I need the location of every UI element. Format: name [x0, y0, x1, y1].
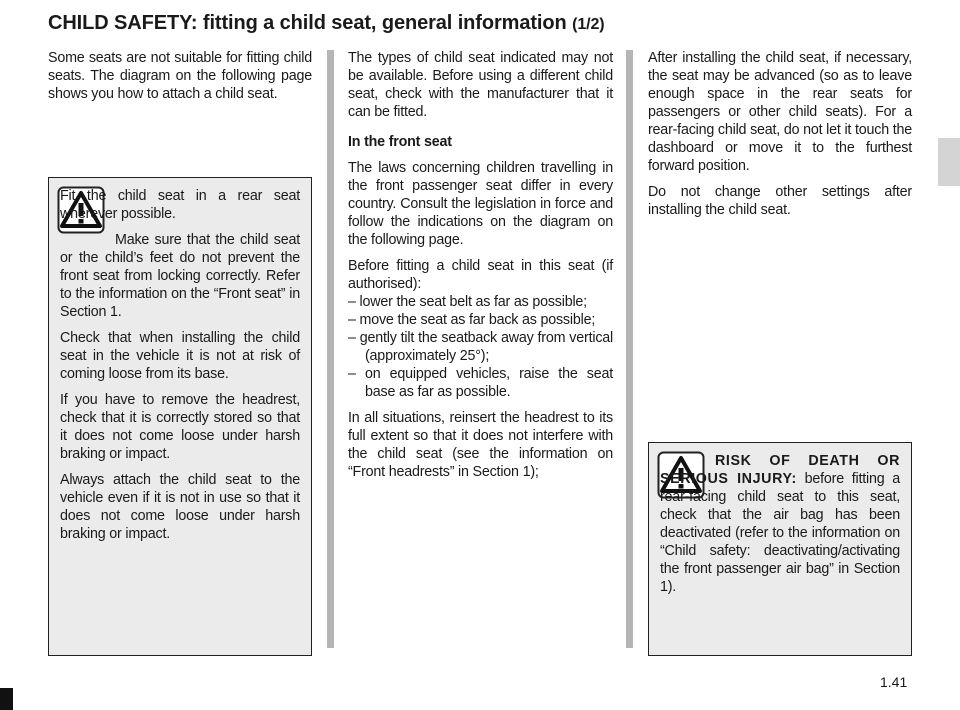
list-item: – move the seat as far back as possible;: [348, 312, 596, 328]
col2-p3: Before fitting a child seat in this seat (if authorised):: [348, 258, 613, 292]
col2-p4: In all situations, reinsert the headrest to its full extent so that it does not interfere with the child seat (see the information on “Front headrests” in Section 1);: [348, 410, 613, 480]
warning2-paragraph: [660, 452, 900, 596]
corner-mark: [0, 688, 13, 710]
title-text: CHILD SAFETY: fitting a child seat, general information: [48, 12, 567, 34]
column-1: [48, 49, 312, 111]
warning1-p4: If you have to remove the headrest, check that it is correctly stored so that it does not come loose under harsh braking or impact.: [60, 392, 300, 462]
column-divider-1: [327, 50, 334, 648]
col3-p1: After installing the child seat, if necessary, the seat may be advanced (so as to leave enough space in the rear seats for passengers or other child seats). For a rear-facing child seat, do not let it touch the dashboard or move it to the furthest forward position.: [648, 50, 912, 174]
warning1-p5: Always attach the child seat to the vehicle even if it is not in use so that it does not come loose under harsh braking or impact.: [60, 472, 300, 542]
intro-paragraph: Some seats are not suitable for fitting child seats. The diagram on the following page shows you how to attach a child seat.: [48, 50, 312, 102]
fitting-steps-list: [348, 293, 613, 401]
page-number: 1.41: [880, 674, 908, 690]
col3-p2: Do not change other settings after installing the child seat.: [648, 184, 912, 218]
warning1-p3: Check that when installing the child seat in the vehicle it is not at risk of coming loose from its base.: [60, 330, 300, 382]
page-title: [48, 12, 605, 35]
warning2-text: before fitting a rear-facing child seat to this seat, check that the air bag has been deactivated (refer to the information on “Child safety: deactivating/activating the front passenger air bag” in Section 1).: [660, 471, 900, 595]
warning1-p1: Fit the child seat in a rear seat wherever possible.: [60, 188, 300, 222]
column-2: [348, 49, 613, 489]
column-divider-2: [626, 50, 633, 648]
front-seat-heading: In the front seat: [348, 134, 452, 150]
warning1-p2: Make sure that the child seat or the child’s feet do not prevent the front seat from locking correctly. Refer to the information on the “Front seat” in Section 1.: [60, 232, 300, 320]
list-item: – gently tilt the seatback away from vertical (approximately 25°);: [348, 330, 613, 364]
section-tab: [938, 138, 960, 186]
list-item: – lower the seat belt as far as possible;: [348, 294, 587, 310]
list-item: – on equipped vehicles, raise the seat base as far as possible.: [348, 366, 613, 400]
title-part: (1/2): [572, 16, 605, 33]
warning-text-2: [660, 452, 900, 604]
column-3: [648, 49, 912, 227]
warning-text-1: [60, 187, 300, 551]
col2-p1: The types of child seat indicated may not be available. Before using a different child seat, check with the manufacturer that it can be fitted.: [348, 50, 613, 120]
col2-p2: The laws concerning children travelling in the front passenger seat differ in every country. Consult the legislation in force and follow the indications on the diagram on the following page.: [348, 160, 613, 248]
risk-label: RISK OF DEATH OR SERIOUS INJURY:: [660, 453, 900, 487]
